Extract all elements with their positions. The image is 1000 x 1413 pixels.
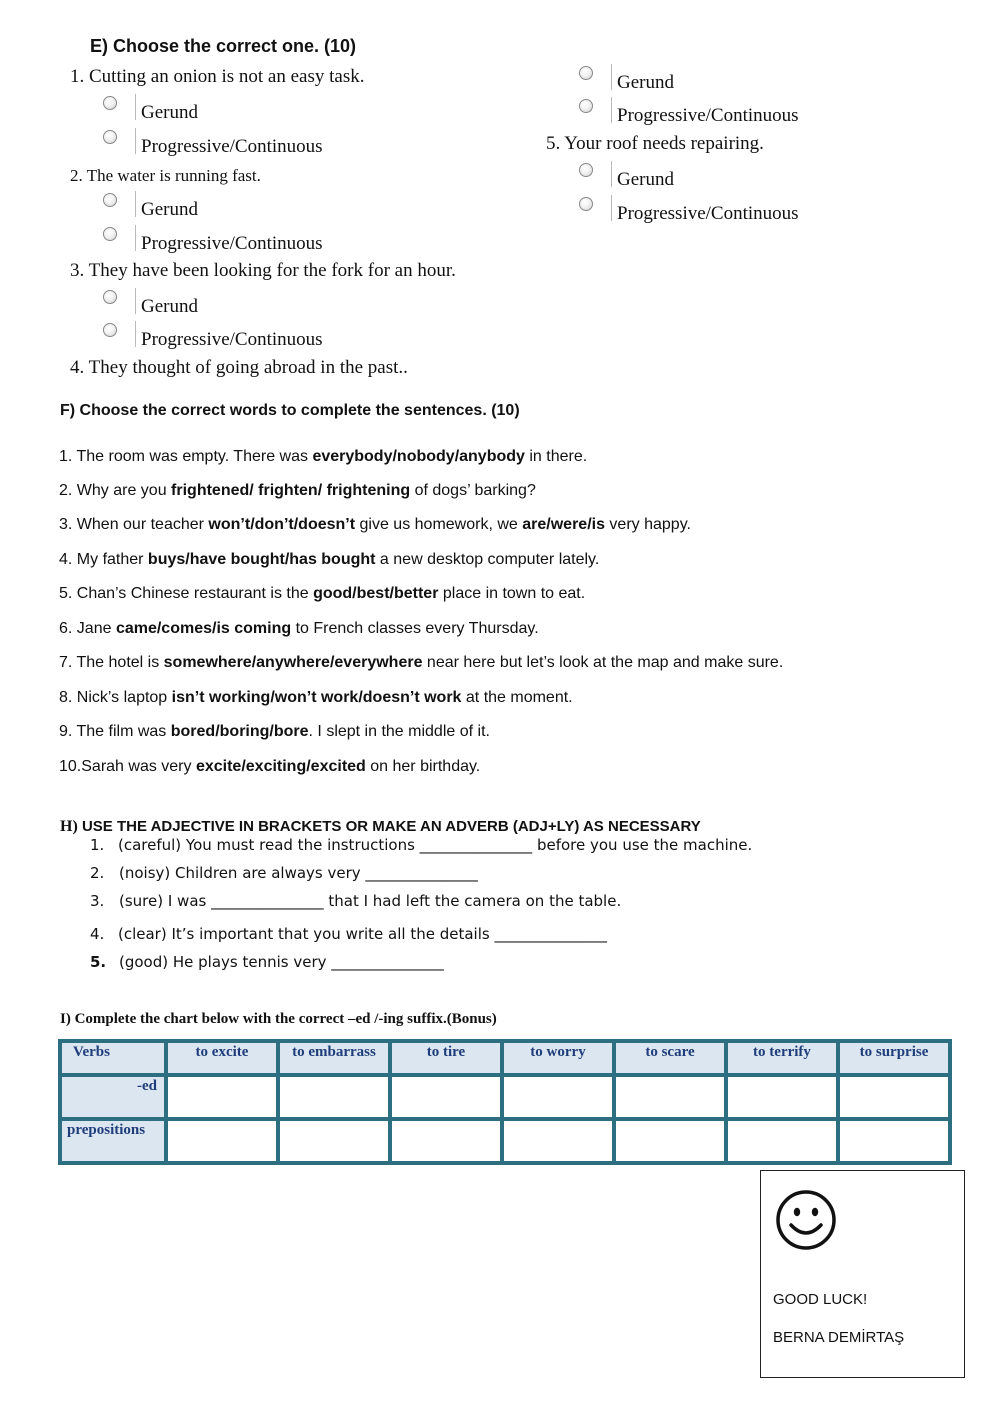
radio-icon[interactable] — [103, 130, 117, 144]
chart-answer-cell[interactable] — [726, 1119, 838, 1163]
q3-option-gerund[interactable] — [103, 288, 198, 318]
radio-icon[interactable] — [579, 197, 593, 211]
option-label: Progressive/Continuous — [617, 203, 799, 224]
smiley-face-icon — [775, 1189, 837, 1251]
suffix-chart — [58, 1039, 952, 1165]
f-item-5: 5. Chan’s Chinese restaurant is the good/best/better place in town to eat. — [59, 585, 586, 602]
f-item-9: 9. The film was bored/boring/bore. I slept in the middle of it. — [59, 723, 490, 740]
chart-row-ed — [60, 1075, 950, 1119]
h-item-4-text: (clear) It’s important that you write all the details _______________ — [118, 925, 607, 943]
author-name: BERNA DEMİRTAŞ — [773, 1329, 905, 1346]
h-item-1-number: 1. — [90, 836, 105, 854]
radio-icon[interactable] — [103, 290, 117, 304]
radio-icon[interactable] — [579, 163, 593, 177]
radio-icon[interactable] — [579, 66, 593, 80]
option-label: Gerund — [141, 199, 198, 220]
chart-answer-cell[interactable] — [278, 1119, 390, 1163]
f-item-2: 2. Why are you frightened/ frighten/ frightening of dogs’ barking? — [59, 482, 536, 499]
chart-answer-cell[interactable] — [838, 1119, 950, 1163]
question-2-text: 2. The water is running fast. — [70, 166, 261, 185]
chart-header-verbs: Verbs — [60, 1041, 166, 1075]
f-item-1: 1. The room was empty. There was everybody/nobody/anybody in there. — [59, 448, 588, 465]
q5-option-progressive[interactable] — [579, 195, 799, 225]
question-4-text: 4. They thought of going abroad in the past.. — [70, 357, 408, 378]
chart-answer-cell[interactable] — [166, 1119, 278, 1163]
chart-header-cell: to surprise — [838, 1041, 950, 1075]
section-f-title: F) Choose the correct words to complete the sentences. (10) — [60, 402, 520, 419]
q5-option-gerund[interactable] — [579, 161, 674, 191]
good-luck-text: GOOD LUCK! — [773, 1291, 868, 1308]
question-1-text: 1. Cutting an onion is not an easy task. — [70, 66, 365, 87]
option-label: Gerund — [617, 169, 674, 190]
q4-option-progressive[interactable] — [579, 97, 799, 127]
radio-icon[interactable] — [103, 193, 117, 207]
chart-answer-cell[interactable] — [390, 1119, 502, 1163]
question-5-text: 5. Your roof needs repairing. — [546, 133, 764, 154]
q1-option-progressive[interactable] — [103, 128, 323, 158]
f-item-3: 3. When our teacher won’t/don’t/doesn’t give us homework, we are/were/is very happy. — [59, 516, 691, 533]
h-item-4-number: 4. — [90, 925, 105, 943]
chart-header-cell: to scare — [614, 1041, 726, 1075]
chart-header-cell: to tire — [390, 1041, 502, 1075]
chart-row-label: prepositions — [60, 1119, 166, 1163]
radio-icon[interactable] — [579, 99, 593, 113]
radio-icon[interactable] — [103, 96, 117, 110]
chart-answer-cell[interactable] — [502, 1075, 614, 1119]
chart-answer-cell[interactable] — [166, 1075, 278, 1119]
option-label: Gerund — [617, 72, 674, 93]
h-item-5-number: 5. — [90, 953, 107, 971]
chart-row-label: -ed — [60, 1075, 166, 1119]
chart-answer-cell[interactable] — [614, 1119, 726, 1163]
f-item-10: 10.Sarah was very excite/exciting/excited on her birthday. — [59, 758, 481, 775]
chart-answer-cell[interactable] — [726, 1075, 838, 1119]
chart-answer-cell[interactable] — [390, 1075, 502, 1119]
option-label: Gerund — [141, 296, 198, 317]
section-i-title: I) Complete the chart below with the correct –ed /-ing suffix.(Bonus) — [60, 1011, 497, 1027]
option-label: Progressive/Continuous — [617, 105, 799, 126]
h-item-2-text: (noisy) Children are always very _______________ — [119, 864, 478, 882]
radio-icon[interactable] — [103, 227, 117, 241]
q3-option-progressive[interactable] — [103, 321, 323, 351]
option-label: Progressive/Continuous — [141, 233, 323, 254]
chart-header-cell: to embarrass — [278, 1041, 390, 1075]
h-item-3-number: 3. — [90, 892, 105, 910]
f-item-4: 4. My father buys/have bought/has bought a new desktop computer lately. — [59, 551, 600, 568]
f-item-7: 7. The hotel is somewhere/anywhere/everywhere near here but let’s look at the map and make sure. — [59, 654, 784, 671]
f-item-6: 6. Jane came/comes/is coming to French classes every Thursday. — [59, 620, 539, 637]
chart-answer-cell[interactable] — [614, 1075, 726, 1119]
h-item-1-text: (careful) You must read the instructions _______________ before you use the machine. — [118, 836, 753, 854]
q1-option-gerund[interactable] — [103, 94, 198, 124]
chart-header-row — [60, 1041, 950, 1075]
h-item-2-number: 2. — [90, 864, 105, 882]
good-luck-box — [760, 1170, 965, 1378]
section-e-title: E) Choose the correct one. (10) — [90, 36, 357, 56]
option-label: Progressive/Continuous — [141, 136, 323, 157]
f-item-8: 8. Nick’s laptop isn’t working/won’t work/doesn’t work at the moment. — [59, 689, 573, 706]
chart-header-cell: to excite — [166, 1041, 278, 1075]
chart-answer-cell[interactable] — [502, 1119, 614, 1163]
chart-answer-cell[interactable] — [278, 1075, 390, 1119]
h-item-5-text: (good) He plays tennis very _______________ — [119, 953, 444, 971]
radio-icon[interactable] — [103, 323, 117, 337]
q2-option-gerund[interactable] — [103, 191, 198, 221]
section-h-title: H) USE THE ADJECTIVE IN BRACKETS OR MAKE AN ADVERB (ADJ+LY) AS NECESSARY — [60, 818, 701, 835]
chart-answer-cell[interactable] — [838, 1075, 950, 1119]
chart-header-cell: to terrify — [726, 1041, 838, 1075]
chart-header-cell: to worry — [502, 1041, 614, 1075]
option-label: Gerund — [141, 102, 198, 123]
h-item-3-text: (sure) I was _______________ that I had left the camera on the table. — [119, 892, 622, 910]
question-3-text: 3. They have been looking for the fork for an hour. — [70, 260, 456, 281]
chart-row-prepositions — [60, 1119, 950, 1163]
q2-option-progressive[interactable] — [103, 225, 323, 255]
q4-option-gerund[interactable] — [579, 64, 674, 94]
option-label: Progressive/Continuous — [141, 329, 323, 350]
